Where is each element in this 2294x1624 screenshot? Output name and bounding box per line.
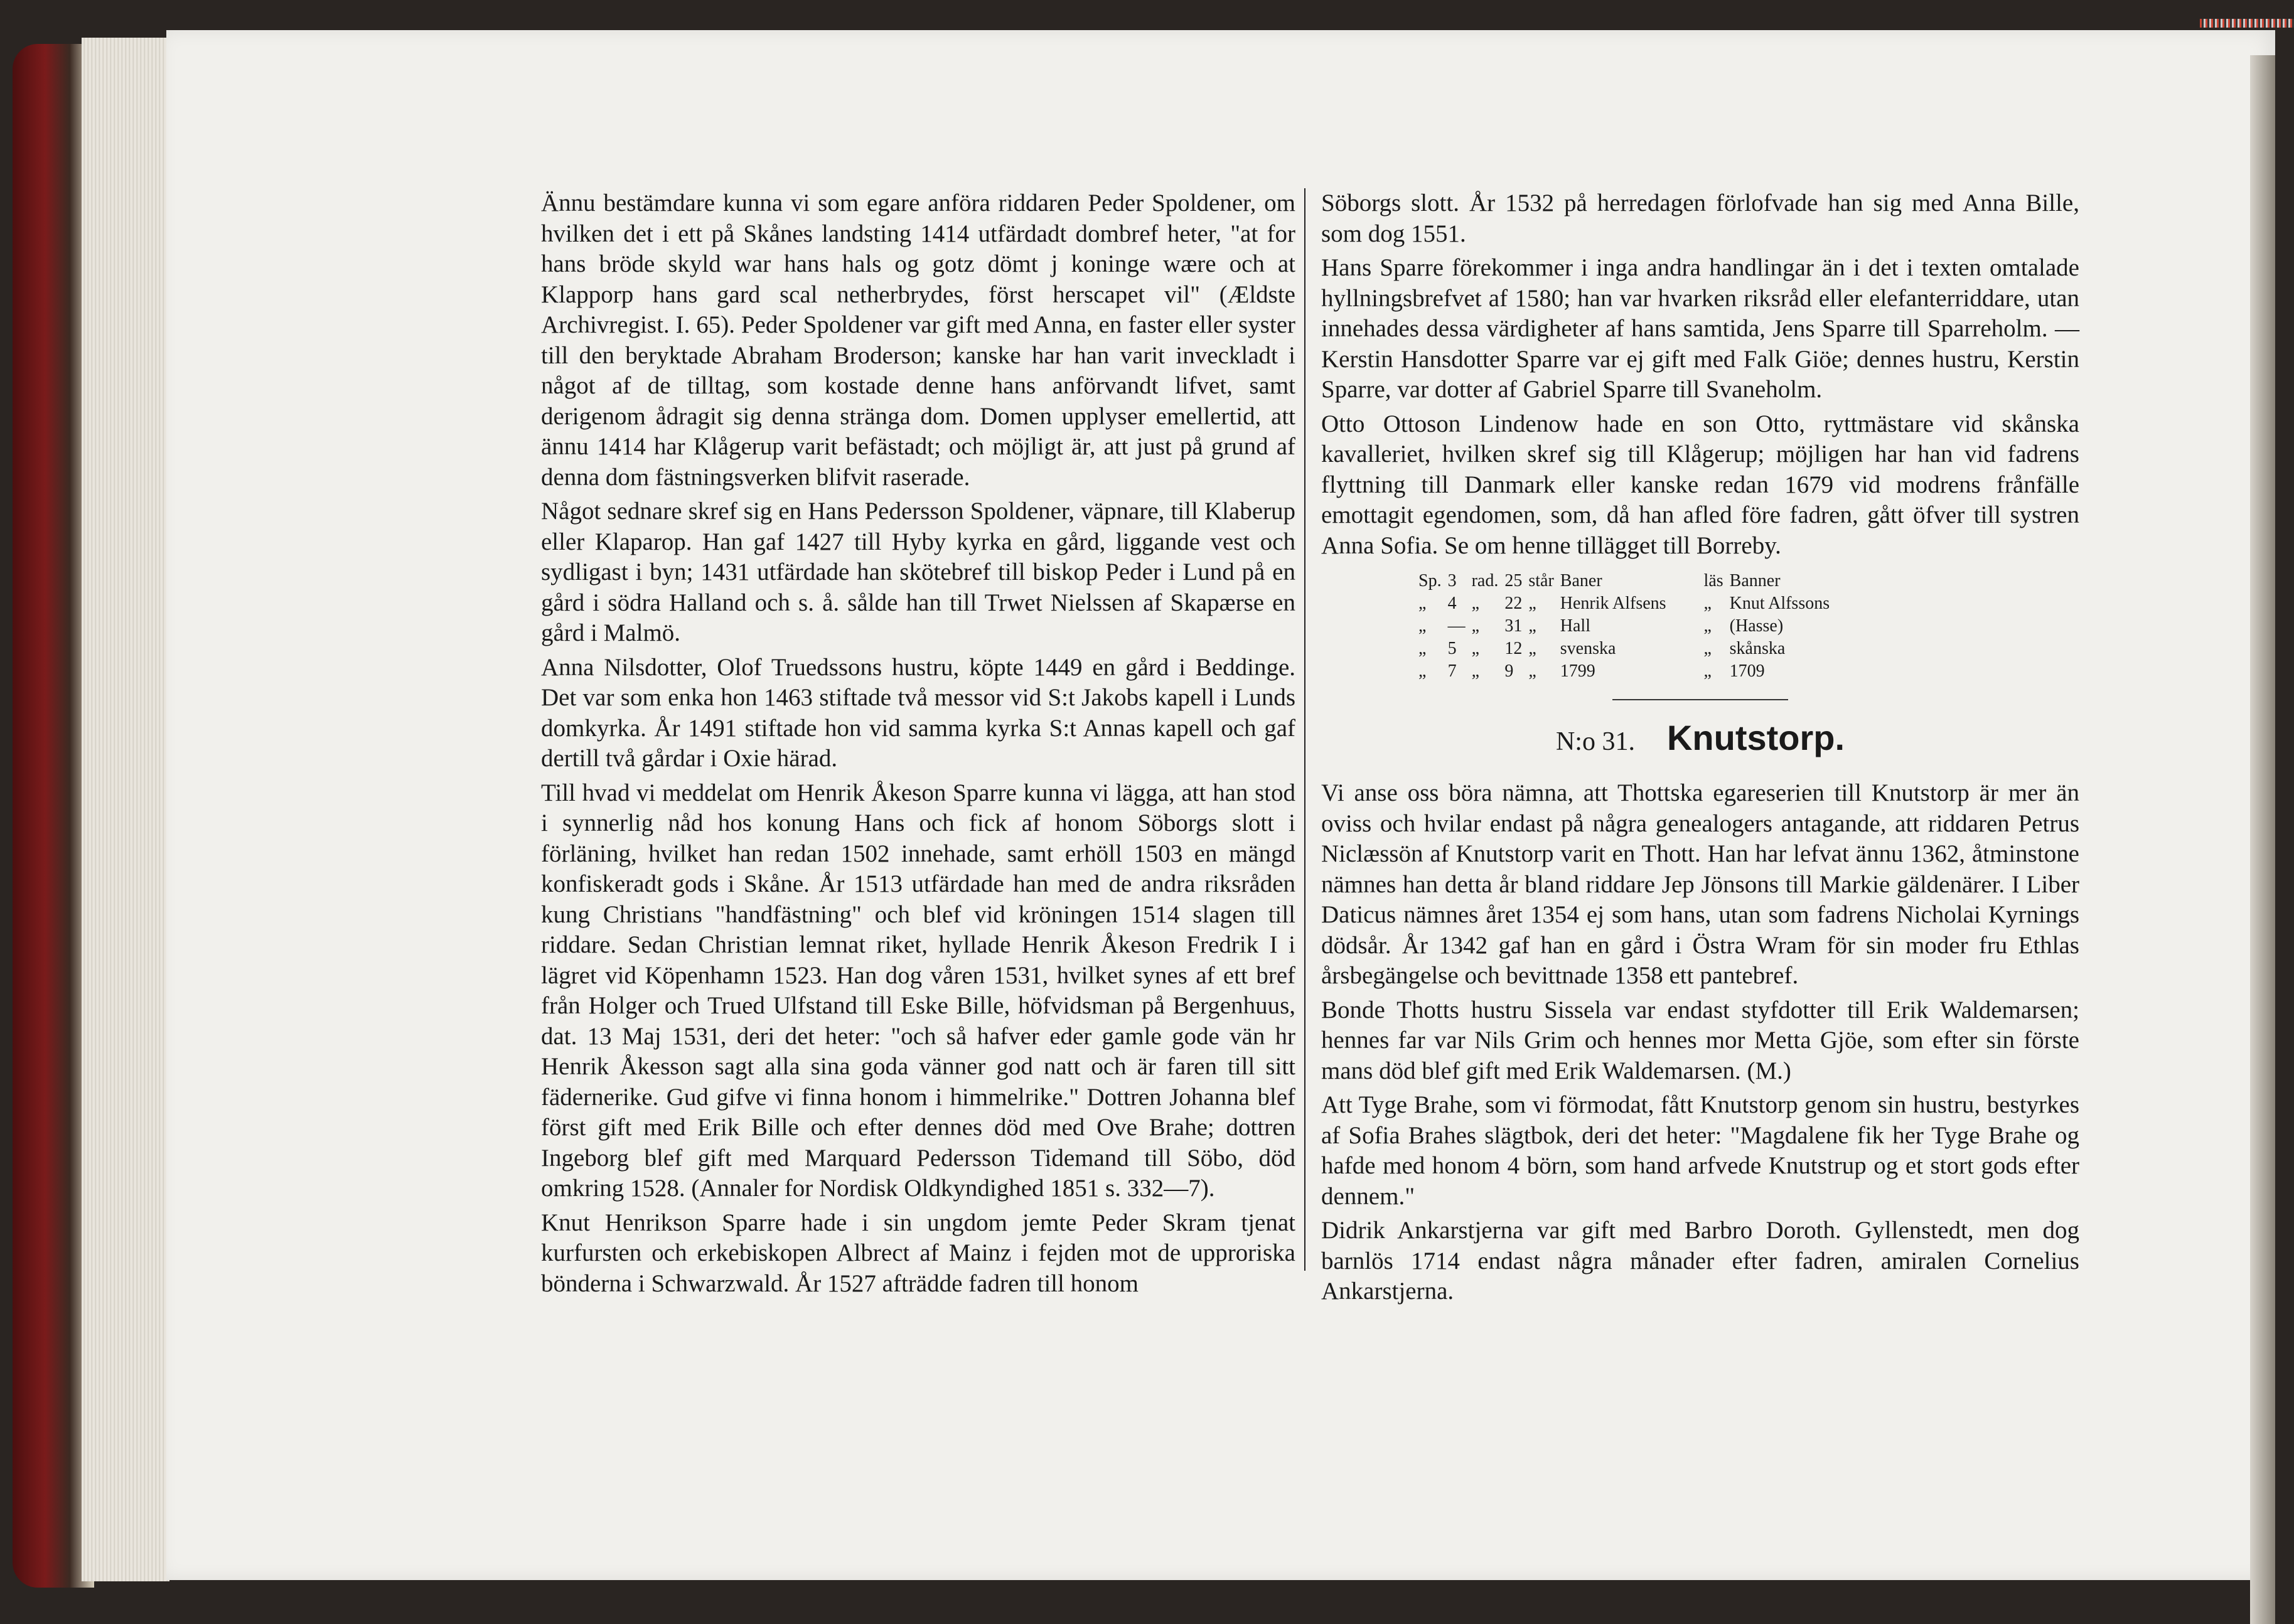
- corrections-cell: svenska: [1560, 639, 1616, 658]
- corrections-cell: „: [1528, 594, 1536, 613]
- section-rule: [1612, 699, 1788, 700]
- paragraph: Bonde Thotts hustru Sissela var endast styfdotter till Erik Waldemarsen; hennes far var Nils Grim och hennes mor Metta Gjöe, som efter sin förste mans död blef gift med Erik Waldemarsen. (M.): [1321, 996, 2079, 1084]
- corrections-cell: 4: [1447, 594, 1457, 613]
- corrections-cell: 3: [1447, 571, 1457, 590]
- color-calibration-strip: [2200, 19, 2294, 28]
- paragraph: Något sednare skref sig en Hans Pedersson Spoldener, väpnare, till Klaberup eller Klaparop. Han gaf 1427 till Hyby kyrka en gård, liggande vest och sydligast i byn; 1431 utfärdade han skötebref till biskop Peder i Lund på en gård i södra Halland och s. å. sålde han till Trwet Nielssen af Skapærse en gård i Malmö.: [541, 498, 1295, 646]
- corrections-cell: (Hasse): [1729, 616, 1784, 636]
- corrections-cell: 7: [1447, 661, 1457, 681]
- corrections-cell: 22: [1504, 594, 1523, 613]
- paragraph: Otto Ottoson Lindenow hade en son Otto, ryttmästare vid skånska kavalleriet, hvilken skref sig till Klågerup; möjligen har han vid fadrens flyttning till Danmark eller kanske redan 1679 vid modrens frånfälle emottagit egendomen, som, då han afled före fadren, gått öfver till systren Anna Sofia. Se om henne tillägget till Borreby.: [1321, 410, 2079, 559]
- corrections-cell: 5: [1447, 639, 1457, 658]
- left-column: [541, 188, 1295, 1299]
- corrections-cell: „: [1471, 661, 1480, 681]
- corrections-cell: Knut Alfssons: [1729, 594, 1830, 613]
- corrections-row: [1418, 570, 1836, 592]
- corrections-cell: —: [1447, 616, 1466, 636]
- paragraph: Hans Sparre förekommer i inga andra handlingar än i det i texten omtalade hyllningsbrefvet af 1580; han var hvarken riksråd eller elefanterriddare, utan innehades dessa värdigheter af hans samtida, Jens Sparre till Sparreholm. — Kerstin Hansdotter Sparre var ej gift med Falk Giöe; dennes hustru, Kerstin Sparre, var dotter af Gabriel Sparre till Svaneholm.: [1321, 254, 2079, 403]
- corrections-cell: „: [1471, 594, 1480, 613]
- corrections-cell: Banner: [1729, 571, 1781, 590]
- section-number: N:o 31.: [1555, 727, 1635, 756]
- corrections-cell: 12: [1504, 639, 1523, 658]
- paragraph: Ännu bestämdare kunna vi som egare anföra riddaren Peder Spoldener, om hvilken det i ett på Skånes landsting 1414 utfärdadt dombref heter, "at for hans bröde skyld war hans hals og gotz dömt j koninge wære och at Klapporp hans gard scal netherbrydes, först herscapet vil" (Ældste Archivregist. I. 65). Peder Spoldener var gift med Anna, en faster eller syster till den beryktade Abraham Broderson; kanske har han varit inveckladt i något af de tilltag, som kostade denne hans anförvandt lifvet, samt derigenom ådragit sig denna stränga dom. Domen upplyser emellertid, att ännu 1414 har Klågerup varit befästadt; och möjligt är, att just på grund af denna dom fästningsverken blifvit raserade.: [541, 190, 1295, 491]
- corrections-row: [1418, 638, 1836, 660]
- corrections-cell: 25: [1504, 571, 1523, 590]
- section-heading: [1321, 719, 2079, 761]
- column-divider: [1304, 188, 1305, 1271]
- corrections-cell: „: [1703, 661, 1712, 681]
- paragraph: Söborgs slott. År 1532 på herredagen förlofvade han sig med Anna Bille, som dog 1551.: [1321, 190, 2079, 247]
- corrections-row: [1418, 592, 1836, 615]
- corrections-cell: rad.: [1471, 571, 1499, 590]
- corrections-cell: „: [1703, 616, 1712, 636]
- section-title: Knutstorp.: [1666, 718, 1845, 757]
- corrections-cell: 1709: [1729, 661, 1765, 681]
- corrections-cell: läs: [1703, 571, 1723, 590]
- page-stack: [82, 38, 169, 1581]
- corrections-cell: „: [1528, 661, 1536, 681]
- corrections-cell: står: [1528, 571, 1554, 590]
- paragraph: Didrik Ankarstjerna var gift med Barbro Doroth. Gyllenstedt, men dog barnlös 1714 endast några månader efter fadren, amiralen Cornelius Ankarstjerna.: [1321, 1217, 2079, 1305]
- corrections-cell: 31: [1504, 616, 1523, 636]
- corrections-cell: Henrik Alfsens: [1560, 594, 1666, 613]
- right-column: [1321, 188, 2079, 1307]
- corrections-cell: „: [1703, 639, 1712, 658]
- corrections-cell: Baner: [1560, 571, 1602, 590]
- corrections-cell: „: [1418, 661, 1427, 681]
- paragraph: Knut Henrikson Sparre hade i sin ungdom jemte Peder Skram tjenat kurfursten och erkebiskopen Albrect af Mainz i fejden mot de upproriska bönderna i Schwarzwald. År 1527 afträdde fadren till honom: [541, 1209, 1295, 1297]
- paragraph: Att Tyge Brahe, som vi förmodat, fått Knutstorp genom sin hustru, bestyrkes af Sofia Brahes slägtbok, deri det heter: "Magdalene fik her Tyge Brahe og hafde med honom 4 börn, som hand arfvede Knutstrup og et stort gods efter dennem.": [1321, 1091, 2079, 1210]
- paragraph: Till hvad vi meddelat om Henrik Åkeson Sparre kunna vi lägga, att han stod i synnerlig nåd hos konung Hans och fick af honom Söborgs slott i förläning, hvilket han redan 1502 innehade, samt erhöll 1503 en mängd konfiskeradt gods i Skåne. År 1513 utfärdade han med de andra riksråden kung Christians "handfästning" och blef vid kröningen 1514 slagen till riddare. Sedan Christian lemnat riket, hyllade Henrik Åkeson Fredrik I i lägret vid Köpenhamn 1523. Han dog våren 1531, hvilket synes af ett bref från Holger och Trued Ulfstand till Eske Bille, höfvidsman på Bergenhuus, dat. 13 Maj 1531, deri det heter: "och så hafver eder gamle gode vän hr Henrik Åkesson sagt alla sina goda vänner god natt och är faren till sitt fädernerike. Gud gifve vi finna honom i himmelrike." Dottren Johanna blef först gift med Erik Bille och efter dennes död med Ove Brahe; dottren Ingeborg blef gift med Marquard Pedersson Tidemand till Söbo, död omkring 1528. (Annaler for Nordisk Oldkyndighed 1851 s. 332—7).: [541, 779, 1295, 1202]
- page-right-edge: [2250, 55, 2275, 1624]
- paragraph: Anna Nilsdotter, Olof Truedssons hustru, köpte 1449 en gård i Beddinge. Det var som enka hon 1463 stiftade två messor vid S:t Jakobs kapell i Lunds domkyrka. År 1491 stiftade hon vid samma kyrka S:t Annas kapell och gaf dertill två gårdar i Oxie härad.: [541, 653, 1295, 772]
- corrections-cell: skånska: [1729, 639, 1786, 658]
- corrections-cell: „: [1418, 594, 1427, 613]
- corrections-cell: Hall: [1560, 616, 1590, 636]
- corrections-cell: „: [1418, 616, 1427, 636]
- corrections-row: [1418, 660, 1836, 683]
- corrections-cell: „: [1528, 616, 1536, 636]
- corrections-cell: „: [1528, 639, 1536, 658]
- corrections-cell: 1799: [1560, 661, 1595, 681]
- corrections-cell: „: [1471, 616, 1480, 636]
- corrections-cell: Sp.: [1418, 571, 1442, 590]
- corrections-cell: „: [1471, 639, 1480, 658]
- paragraph: Vi anse oss böra nämna, att Thottska egareserien till Knutstorp är mer än oviss och hvilar endast på några genealogers antagande, att riddaren Petrus Niclæssön af Knutstorp varit en Thott. Han har lefvat ännu 1362, åtminstone nämnes han detta år bland riddare Jep Jönsons till Markie gäldenärer. I Liber Daticus nämnes året 1354 ej som hans, utan som fadrens Nicholai Kyrnings dödsår. År 1342 gaf han en gård i Östra Wram för sin moder fru Ethlas årsbegängelse och bevittnade 1358 ett pantebref.: [1321, 779, 2079, 989]
- corrections-table: [1418, 570, 1836, 683]
- corrections-row: [1418, 615, 1836, 638]
- corrections-cell: 9: [1504, 661, 1514, 681]
- corrections-cell: „: [1703, 594, 1712, 613]
- corrections-cell: „: [1418, 639, 1427, 658]
